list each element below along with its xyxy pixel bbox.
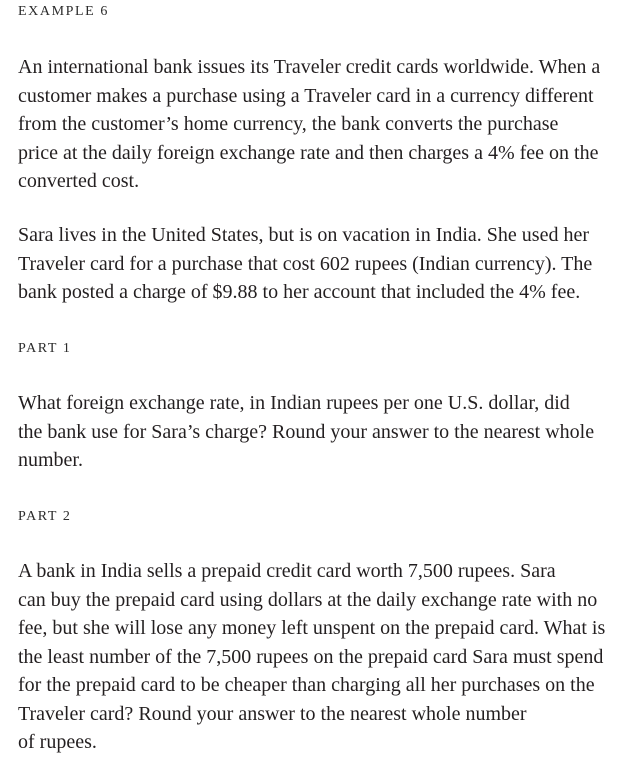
scenario-line: Traveler card for a purchase that cost 602 rupees (Indian currency). The — [18, 252, 593, 275]
part2-line: fee, but she will lose any money left unspent on the prepaid card. What is — [18, 617, 606, 639]
intro-line: An international bank issues its Traveler credit cards worldwide. When a — [18, 56, 601, 78]
part2-question — [18, 557, 630, 757]
part1-heading: PART 1 — [18, 341, 72, 356]
intro-line: customer makes a purchase using a Traveler card in a currency different — [18, 84, 594, 107]
scenario-line: Sara lives in the United States, but is on vacation in India. She used her — [18, 224, 589, 246]
part1-line: What foreign exchange rate, in Indian rupees per one U.S. dollar, did — [18, 392, 570, 414]
part1-question — [18, 389, 630, 475]
part2-line: of rupees. — [18, 731, 97, 753]
part2-line: Traveler card? Round your answer to the nearest whole number — [18, 702, 527, 725]
part2-heading: PART 2 — [18, 509, 72, 524]
part1-line: the bank use for Sara’s charge? Round your answer to the nearest whole — [18, 420, 595, 443]
part2-line: for the prepaid card to be cheaper than charging all her purchases on the — [18, 674, 595, 696]
intro-line: price at the daily foreign exchange rate and then charges a 4% fee on the — [18, 141, 599, 164]
intro-line: from the customer’s home currency, the bank converts the purchase — [18, 113, 559, 135]
scenario-paragraph — [18, 221, 630, 307]
part2-line: A bank in India sells a prepaid credit card worth 7,500 rupees. Sara — [18, 560, 556, 582]
part2-line: can buy the prepaid card using dollars at the daily exchange rate with no — [18, 588, 598, 611]
intro-line: converted cost. — [18, 170, 140, 192]
scenario-line: bank posted a charge of $9.88 to her account that included the 4% fee. — [18, 281, 581, 303]
intro-paragraph — [18, 53, 630, 196]
part2-line: the least number of the 7,500 rupees on the prepaid card Sara must spend — [18, 645, 604, 668]
example-heading: EXAMPLE 6 — [18, 4, 110, 19]
part1-line: number. — [18, 449, 83, 471]
